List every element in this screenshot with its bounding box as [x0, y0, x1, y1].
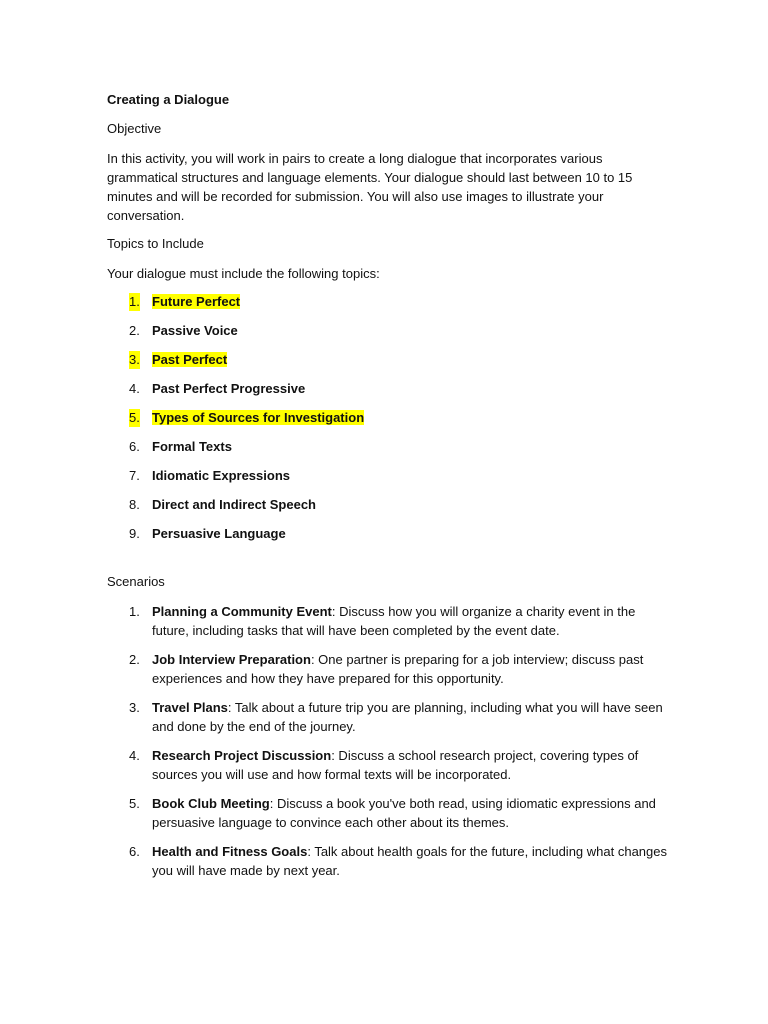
list-number: 4. — [129, 381, 140, 396]
topic-label: Past Perfect Progressive — [152, 381, 306, 396]
list-number: 5. — [129, 410, 140, 425]
topic-label: Persuasive Language — [152, 526, 286, 541]
scenario-name: Research Project Discussion — [152, 748, 332, 763]
topics-heading: Topics to Include — [107, 236, 204, 251]
list-number: 3. — [129, 352, 140, 367]
scenario-name: Travel Plans — [152, 700, 228, 715]
topic-item — [107, 380, 667, 398]
objective-heading: Objective — [107, 121, 162, 136]
scenario-description: : Talk about health goals for the future, including what changes you will have made by next year. — [152, 844, 667, 878]
list-number: 6. — [129, 439, 140, 454]
list-number: 1. — [129, 294, 140, 309]
scenario-list — [107, 602, 667, 880]
list-number: 2. — [129, 652, 140, 667]
list-number: 7. — [129, 468, 140, 483]
topics-intro: Your dialogue must include the following topics: — [107, 266, 380, 281]
scenario-item — [107, 650, 667, 688]
list-number: 3. — [129, 700, 140, 715]
scenarios-heading: Scenarios — [107, 574, 165, 589]
scenario-description: : Talk about a future trip you are planning, including what you will have seen and done by the end of the journey. — [152, 700, 663, 734]
document-body — [107, 91, 667, 890]
document-title: Creating a Dialogue — [107, 92, 230, 107]
topic-item — [107, 525, 667, 543]
scenario-name: Planning a Community Event — [152, 604, 332, 619]
topic-item — [107, 293, 667, 311]
topic-label: Past Perfect — [152, 352, 228, 367]
spacer — [107, 554, 667, 573]
list-number: 4. — [129, 748, 140, 763]
scenario-description: : Discuss a school research project, covering types of sources you will use and how formal texts will be incorporated. — [152, 748, 639, 782]
scenario-item — [107, 746, 667, 784]
scenario-item — [107, 602, 667, 640]
scenario-name: Health and Fitness Goals — [152, 844, 308, 859]
topic-item — [107, 496, 667, 514]
list-number: 1. — [129, 604, 140, 619]
scenario-description: : Discuss a book you've both read, using idiomatic expressions and persuasive language to convince each other about its themes. — [152, 796, 656, 830]
topic-label: Direct and Indirect Speech — [152, 497, 316, 512]
objective-paragraph: In this activity, you will work in pairs to create a long dialogue that incorporates various grammatical structures and language elements. Your dialogue should last between 10 to 15 minutes and will be recorded for submission. You will also use images to illustrate your conversation. — [107, 151, 633, 223]
topic-label: Idiomatic Expressions — [152, 468, 290, 483]
topic-list — [107, 293, 667, 543]
list-number: 6. — [129, 844, 140, 859]
list-number: 8. — [129, 497, 140, 512]
topic-item — [107, 438, 667, 456]
topic-label: Formal Texts — [152, 439, 232, 454]
list-number: 9. — [129, 526, 140, 541]
topic-item — [107, 409, 667, 427]
scenario-name: Book Club Meeting — [152, 796, 270, 811]
scenario-item — [107, 794, 667, 832]
list-number: 5. — [129, 796, 140, 811]
scenario-name: Job Interview Preparation — [152, 652, 311, 667]
scenario-item — [107, 698, 667, 736]
topic-item — [107, 351, 667, 369]
list-number: 2. — [129, 323, 140, 338]
scenario-item — [107, 842, 667, 880]
topic-label: Future Perfect — [152, 294, 241, 309]
topic-item — [107, 467, 667, 485]
scenario-description: : One partner is preparing for a job interview; discuss past experiences and how they have prepared for this opportunity. — [152, 652, 644, 686]
topic-item — [107, 322, 667, 340]
topic-label: Types of Sources for Investigation — [152, 410, 365, 425]
scenario-description: : Discuss how you will organize a charity event in the future, including tasks that will have been completed by the event date. — [152, 604, 636, 638]
topic-label: Passive Voice — [152, 323, 238, 338]
